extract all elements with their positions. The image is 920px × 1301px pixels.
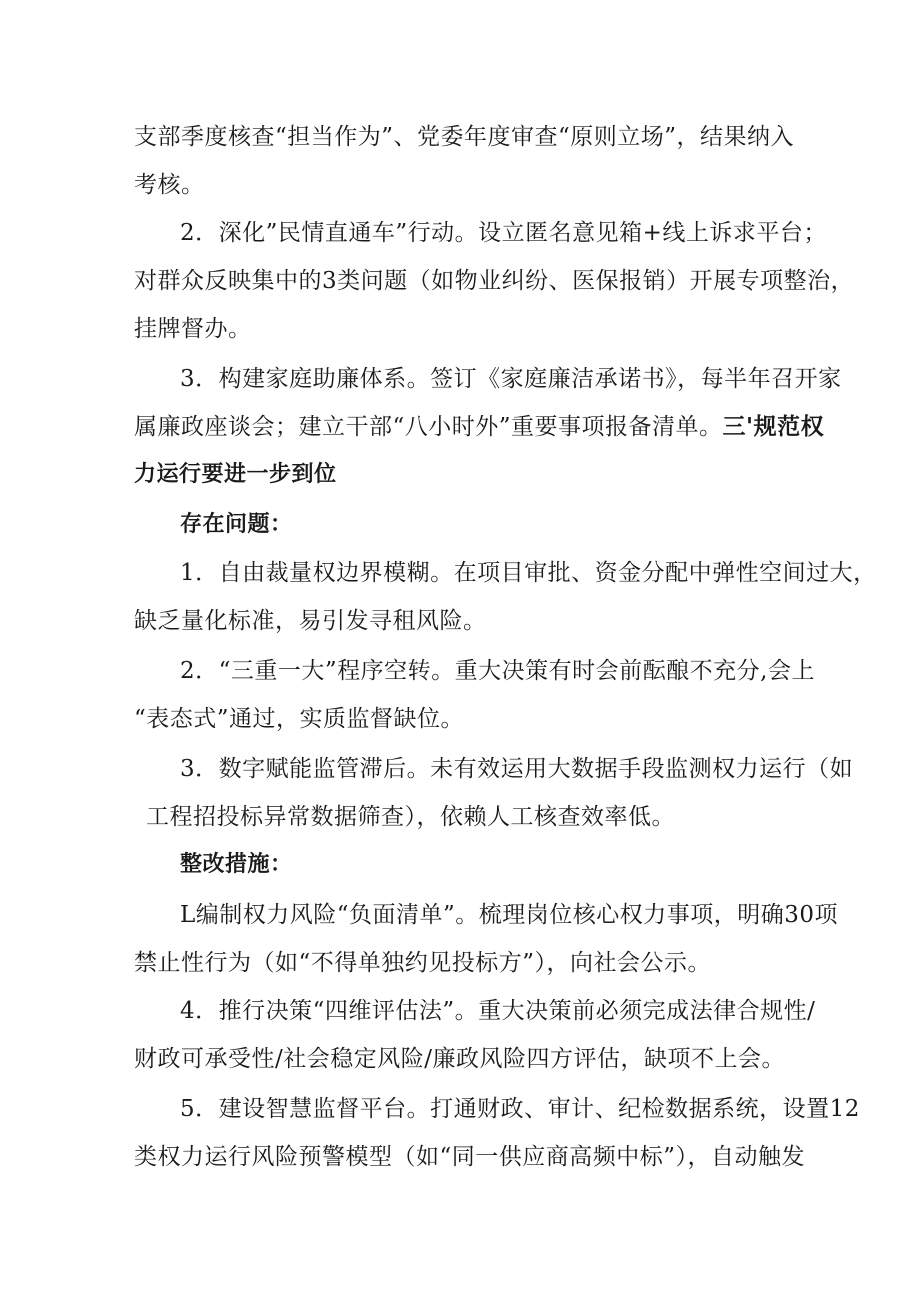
paragraph-line-13: “表态式”通过，实质监督缺位。: [134, 706, 465, 732]
paragraph-line-7-text: 属廉政座谈会；建立干部“八小时外”重要事项报备清单。: [134, 414, 723, 440]
paragraph-line-5: 挂牌督办。: [134, 316, 252, 342]
paragraph-line-12: 2．“三重一大”程序空转。重大决策有时会前酝酿不充分,会上: [180, 658, 815, 684]
paragraph-line-4: 对群众反映集中的3类问题（如物业纠纷、医保报销）开展专项整治，: [134, 268, 855, 294]
paragraph-line-22: 类权力运行风险预警模型（如“同一供应商高频中标”），自动触发: [134, 1144, 806, 1170]
subheading-problems: 存在问题：: [180, 512, 293, 537]
section-heading-3-part-2: 力运行要进一步到位: [134, 462, 337, 487]
paragraph-line-19: 4．推行决策“四维评估法”。重大决策前必须完成法律合规性/: [180, 998, 816, 1024]
paragraph-line-17: L编制权力风险“负面清单”。梳理岗位核心权力事项，明确30项: [180, 902, 839, 928]
subheading-measures: 整改措施：: [180, 852, 293, 877]
paragraph-line-14: 3．数字赋能监管滞后。未有效运用大数据手段监测权力运行（如: [180, 756, 854, 782]
paragraph-line-21: 5．建设智慧监督平台。打通财政、审计、纪检数据系统，设置12: [180, 1096, 860, 1122]
paragraph-line-2: 考核。: [134, 172, 205, 198]
paragraph-line-20: 财政可承受性/社会稳定风险/廉政风险四方评估，缺项不上会。: [134, 1046, 785, 1072]
paragraph-line-15: 工程招投标异常数据筛查），依赖人工核查效率低。: [146, 804, 675, 830]
paragraph-line-11: 缺乏量化标准，易引发寻租风险。: [134, 608, 487, 634]
paragraph-line-10: 1．自由裁量权边界模糊。在项目审批、资金分配中弹性空间过大，: [180, 560, 877, 586]
paragraph-line-18: 禁止性行为（如“不得单独约见投标方”），向社会公示。: [134, 950, 712, 976]
paragraph-line-7: [134, 412, 824, 442]
paragraph-line-1: 支部季度核查“担当作为”、党委年度审查“原则立场”，结果纳入: [134, 124, 795, 150]
paragraph-line-3: 2．深化”民情直通车”行动。设立匿名意见箱+线上诉求平台；: [180, 220, 827, 246]
section-heading-3-part-1: 三'规范权: [722, 414, 825, 440]
paragraph-line-6: 3．构建家庭助廉体系。签订《家庭廉洁承诺书》，每半年召开家: [180, 366, 842, 392]
